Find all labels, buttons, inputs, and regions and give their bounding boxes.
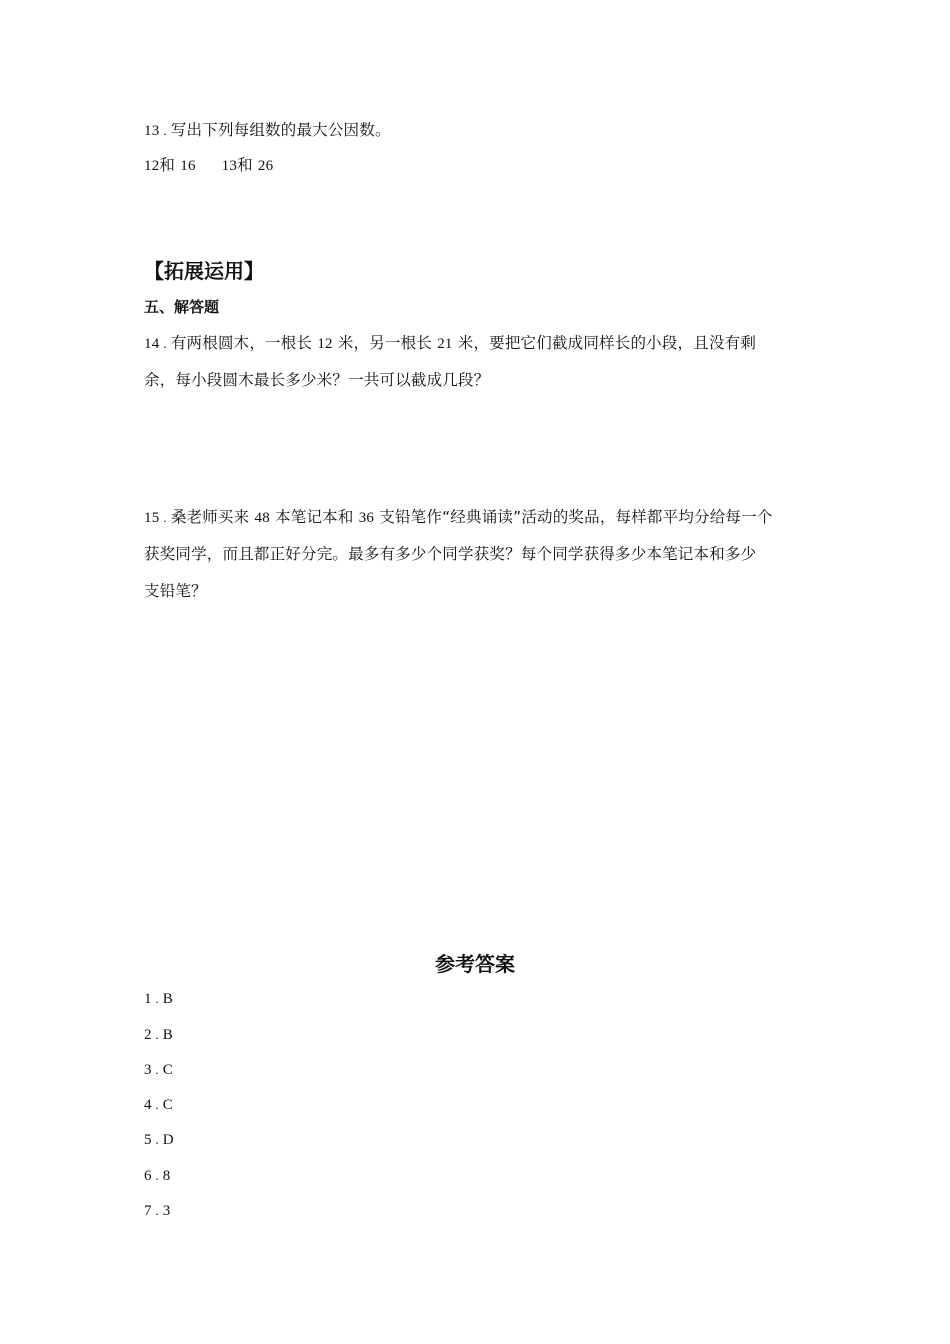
answer-item: 4 . C	[144, 1097, 173, 1113]
part-title: 五、解答题	[144, 298, 220, 316]
pair1-b: 16	[180, 158, 196, 174]
question-15-line2: 获奖同学，而且都正好分完。最多有多少个同学获奖？每个同学获得多少本笔记本和多少	[144, 545, 757, 563]
answer-item: 1 . B	[144, 991, 173, 1007]
question-number: 14	[144, 336, 160, 352]
section-title: 【拓展运用】	[144, 259, 264, 283]
question-number: 13	[144, 123, 160, 139]
answer-item: 7 . 3	[144, 1203, 171, 1219]
answer-item: 3 . C	[144, 1062, 173, 1078]
pair2-a: 13	[221, 158, 238, 174]
question-14-line2: 余，每小段圆木最长多少米？一共可以截成几段？	[144, 371, 490, 389]
answers-title: 参考答案	[435, 952, 515, 976]
pair1-a: 12	[144, 158, 160, 174]
question-15: 15 . 桑老师买来 48 本笔记本和 36 支铅笔作“经典诵读”活动的奖品，每样都平均分给每一个	[144, 508, 773, 526]
question-14: 14 . 有两根圆木，一根长 12 米，另一根长 21 米，要把它们截成同样长的小段，且没有剩	[144, 334, 757, 352]
pair1-and: 和	[159, 156, 176, 174]
answer-item: 6 . 8	[144, 1168, 171, 1184]
answer-item: 2 . B	[144, 1027, 173, 1043]
question-15-line3: 支铅笔？	[144, 582, 207, 600]
question-13-pairs	[144, 153, 273, 175]
pair2-and: 和	[237, 156, 253, 174]
question-text: 写出下列每组数的最大公因数。	[170, 121, 391, 139]
pair2-b: 26	[257, 158, 274, 174]
question-13: 13 . 写出下列每组数的最大公因数。	[144, 121, 391, 139]
answer-item: 5 . D	[144, 1132, 174, 1148]
question-number: 15	[144, 510, 160, 526]
